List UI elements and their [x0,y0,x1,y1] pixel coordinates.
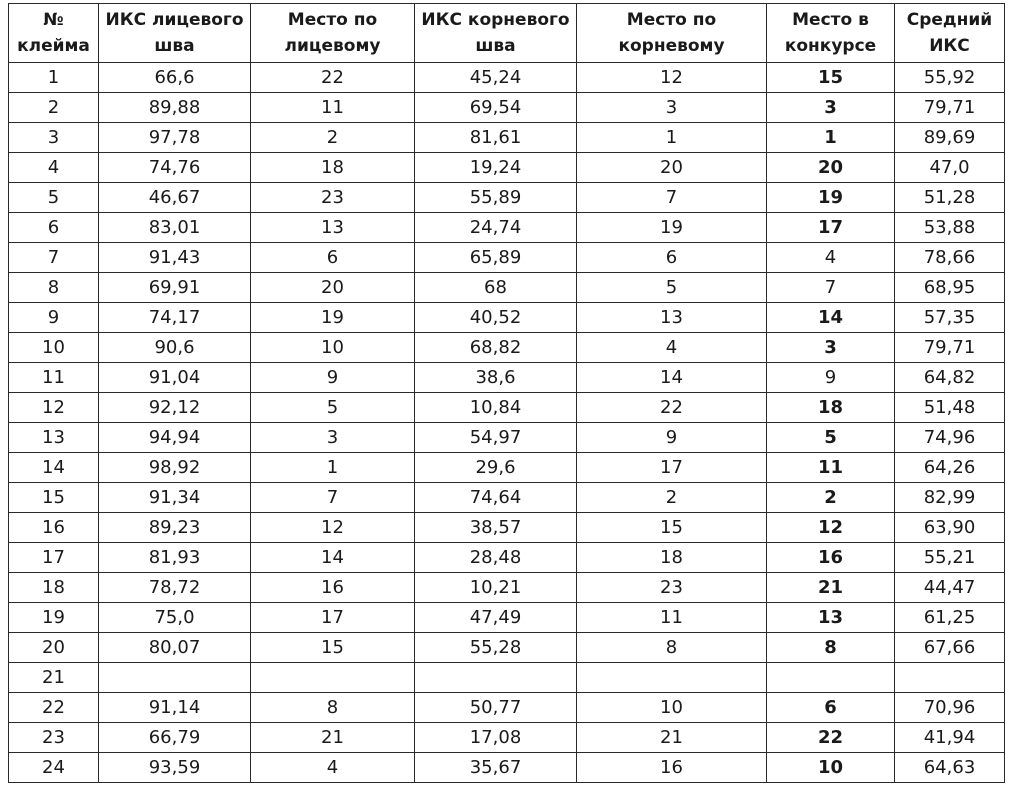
cell-root-seam-iks: 68,82 [415,333,577,363]
cell-average-iks: 79,71 [895,333,1005,363]
cell-face-place: 1 [251,453,415,483]
cell-face-place: 3 [251,423,415,453]
cell-root-seam-iks: 10,84 [415,393,577,423]
cell-root-place: 16 [577,753,767,783]
cell-face-seam-iks: 89,88 [99,93,251,123]
header-face-place: Место по лицевому [251,4,415,63]
cell-average-iks: 67,66 [895,633,1005,663]
results-table [8,3,1005,783]
cell-stamp-number: 13 [9,423,99,453]
table-row [9,753,1005,783]
cell-face-place: 5 [251,393,415,423]
header-row [9,4,1005,63]
cell-face-seam-iks: 91,04 [99,363,251,393]
table-row [9,633,1005,663]
table-row [9,573,1005,603]
cell-root-seam-iks: 81,61 [415,123,577,153]
cell-root-seam-iks: 38,6 [415,363,577,393]
cell-face-seam-iks: 90,6 [99,333,251,363]
cell-root-seam-iks: 40,52 [415,303,577,333]
table-row [9,363,1005,393]
cell-contest-place: 14 [767,303,895,333]
cell-root-seam-iks: 10,21 [415,573,577,603]
cell-stamp-number: 6 [9,213,99,243]
cell-root-seam-iks: 69,54 [415,93,577,123]
cell-face-seam-iks: 91,43 [99,243,251,273]
cell-face-seam-iks: 91,34 [99,483,251,513]
cell-root-place: 19 [577,213,767,243]
cell-root-place: 18 [577,543,767,573]
cell-average-iks: 79,71 [895,93,1005,123]
table-row [9,543,1005,573]
cell-root-place: 13 [577,303,767,333]
table-row [9,693,1005,723]
cell-face-place: 12 [251,513,415,543]
cell-stamp-number: 3 [9,123,99,153]
cell-stamp-number: 10 [9,333,99,363]
cell-contest-place: 21 [767,573,895,603]
cell-contest-place: 5 [767,423,895,453]
cell-root-place: 22 [577,393,767,423]
cell-stamp-number: 8 [9,273,99,303]
cell-average-iks: 41,94 [895,723,1005,753]
cell-face-seam-iks: 80,07 [99,633,251,663]
table-row [9,423,1005,453]
cell-root-place: 4 [577,333,767,363]
cell-face-place: 18 [251,153,415,183]
cell-face-place: 21 [251,723,415,753]
cell-face-seam-iks: 93,59 [99,753,251,783]
cell-root-seam-iks: 19,24 [415,153,577,183]
cell-stamp-number: 21 [9,663,99,693]
cell-face-place: 19 [251,303,415,333]
cell-root-place [577,663,767,693]
cell-stamp-number: 4 [9,153,99,183]
cell-stamp-number: 24 [9,753,99,783]
table-row [9,183,1005,213]
cell-face-seam-iks: 78,72 [99,573,251,603]
cell-face-place: 4 [251,753,415,783]
cell-contest-place: 13 [767,603,895,633]
cell-root-place: 9 [577,423,767,453]
cell-root-place: 17 [577,453,767,483]
cell-face-seam-iks: 98,92 [99,453,251,483]
cell-face-seam-iks: 66,6 [99,63,251,93]
cell-root-seam-iks: 29,6 [415,453,577,483]
table-row [9,603,1005,633]
cell-contest-place: 1 [767,123,895,153]
cell-face-seam-iks: 94,94 [99,423,251,453]
cell-stamp-number: 14 [9,453,99,483]
cell-contest-place [767,663,895,693]
cell-face-seam-iks: 89,23 [99,513,251,543]
table-row [9,213,1005,243]
cell-face-place: 23 [251,183,415,213]
cell-root-place: 11 [577,603,767,633]
cell-contest-place: 3 [767,93,895,123]
cell-face-place: 16 [251,573,415,603]
cell-average-iks [895,663,1005,693]
cell-contest-place: 10 [767,753,895,783]
cell-root-place: 8 [577,633,767,663]
cell-stamp-number: 16 [9,513,99,543]
table-row [9,513,1005,543]
cell-stamp-number: 9 [9,303,99,333]
cell-stamp-number: 7 [9,243,99,273]
cell-root-place: 23 [577,573,767,603]
cell-face-place: 20 [251,273,415,303]
cell-face-seam-iks: 66,79 [99,723,251,753]
cell-root-place: 14 [577,363,767,393]
cell-root-seam-iks: 50,77 [415,693,577,723]
cell-face-place: 15 [251,633,415,663]
table-row [9,333,1005,363]
cell-stamp-number: 18 [9,573,99,603]
cell-face-seam-iks: 92,12 [99,393,251,423]
cell-contest-place: 8 [767,633,895,663]
table-row [9,153,1005,183]
cell-average-iks: 82,99 [895,483,1005,513]
cell-contest-place: 9 [767,363,895,393]
cell-face-place: 8 [251,693,415,723]
table-row [9,243,1005,273]
cell-contest-place: 12 [767,513,895,543]
table-row [9,123,1005,153]
cell-average-iks: 68,95 [895,273,1005,303]
header-root-place: Место по корневому [577,4,767,63]
cell-face-place: 10 [251,333,415,363]
table-row [9,663,1005,693]
cell-root-place: 12 [577,63,767,93]
cell-stamp-number: 17 [9,543,99,573]
cell-face-place: 17 [251,603,415,633]
cell-average-iks: 64,63 [895,753,1005,783]
cell-average-iks: 89,69 [895,123,1005,153]
cell-contest-place: 6 [767,693,895,723]
cell-root-seam-iks [415,663,577,693]
cell-root-seam-iks: 55,89 [415,183,577,213]
cell-stamp-number: 2 [9,93,99,123]
cell-face-place: 22 [251,63,415,93]
table-row [9,393,1005,423]
cell-average-iks: 53,88 [895,213,1005,243]
cell-root-seam-iks: 38,57 [415,513,577,543]
table-row [9,273,1005,303]
cell-root-seam-iks: 45,24 [415,63,577,93]
cell-stamp-number: 22 [9,693,99,723]
cell-face-seam-iks: 97,78 [99,123,251,153]
cell-face-seam-iks: 83,01 [99,213,251,243]
cell-stamp-number: 23 [9,723,99,753]
cell-stamp-number: 19 [9,603,99,633]
cell-contest-place: 16 [767,543,895,573]
cell-root-seam-iks: 74,64 [415,483,577,513]
cell-stamp-number: 5 [9,183,99,213]
cell-root-place: 2 [577,483,767,513]
cell-face-seam-iks: 74,76 [99,153,251,183]
cell-contest-place: 22 [767,723,895,753]
cell-face-seam-iks: 74,17 [99,303,251,333]
cell-face-place: 2 [251,123,415,153]
cell-root-seam-iks: 68 [415,273,577,303]
cell-root-seam-iks: 65,89 [415,243,577,273]
cell-average-iks: 64,82 [895,363,1005,393]
cell-contest-place: 19 [767,183,895,213]
cell-face-place: 9 [251,363,415,393]
table-row [9,63,1005,93]
header-face-seam-iks: ИКС лицевого шва [99,4,251,63]
cell-root-seam-iks: 24,74 [415,213,577,243]
cell-average-iks: 70,96 [895,693,1005,723]
cell-face-seam-iks: 46,67 [99,183,251,213]
table-row [9,303,1005,333]
cell-average-iks: 61,25 [895,603,1005,633]
cell-contest-place: 11 [767,453,895,483]
cell-average-iks: 51,28 [895,183,1005,213]
cell-face-place [251,663,415,693]
cell-average-iks: 78,66 [895,243,1005,273]
table-row [9,93,1005,123]
cell-contest-place: 3 [767,333,895,363]
cell-root-place: 1 [577,123,767,153]
cell-root-place: 7 [577,183,767,213]
cell-root-seam-iks: 55,28 [415,633,577,663]
cell-stamp-number: 20 [9,633,99,663]
cell-face-place: 13 [251,213,415,243]
cell-root-place: 6 [577,243,767,273]
cell-face-place: 11 [251,93,415,123]
cell-face-seam-iks: 81,93 [99,543,251,573]
cell-average-iks: 44,47 [895,573,1005,603]
cell-face-seam-iks: 69,91 [99,273,251,303]
cell-average-iks: 51,48 [895,393,1005,423]
cell-root-seam-iks: 47,49 [415,603,577,633]
cell-face-place: 14 [251,543,415,573]
cell-face-place: 6 [251,243,415,273]
header-root-seam-iks: ИКС корневого шва [415,4,577,63]
cell-average-iks: 64,26 [895,453,1005,483]
cell-contest-place: 17 [767,213,895,243]
cell-stamp-number: 11 [9,363,99,393]
cell-stamp-number: 15 [9,483,99,513]
cell-root-seam-iks: 17,08 [415,723,577,753]
cell-average-iks: 55,92 [895,63,1005,93]
header-contest-place: Место в конкурсе [767,4,895,63]
table-row [9,453,1005,483]
cell-root-place: 20 [577,153,767,183]
cell-root-seam-iks: 28,48 [415,543,577,573]
cell-average-iks: 63,90 [895,513,1005,543]
cell-contest-place: 15 [767,63,895,93]
cell-average-iks: 47,0 [895,153,1005,183]
cell-root-place: 3 [577,93,767,123]
cell-average-iks: 74,96 [895,423,1005,453]
cell-average-iks: 55,21 [895,543,1005,573]
cell-face-seam-iks: 75,0 [99,603,251,633]
cell-root-place: 5 [577,273,767,303]
cell-face-seam-iks [99,663,251,693]
cell-stamp-number: 12 [9,393,99,423]
cell-face-place: 7 [251,483,415,513]
cell-contest-place: 2 [767,483,895,513]
cell-root-place: 15 [577,513,767,543]
cell-face-seam-iks: 91,14 [99,693,251,723]
cell-contest-place: 7 [767,273,895,303]
header-stamp-number: № клейма [9,4,99,63]
cell-contest-place: 4 [767,243,895,273]
header-average-iks: Средний ИКС [895,4,1005,63]
cell-root-place: 10 [577,693,767,723]
table-row [9,723,1005,753]
cell-root-seam-iks: 54,97 [415,423,577,453]
cell-root-place: 21 [577,723,767,753]
cell-stamp-number: 1 [9,63,99,93]
table-row [9,483,1005,513]
cell-average-iks: 57,35 [895,303,1005,333]
cell-contest-place: 20 [767,153,895,183]
cell-contest-place: 18 [767,393,895,423]
cell-root-seam-iks: 35,67 [415,753,577,783]
